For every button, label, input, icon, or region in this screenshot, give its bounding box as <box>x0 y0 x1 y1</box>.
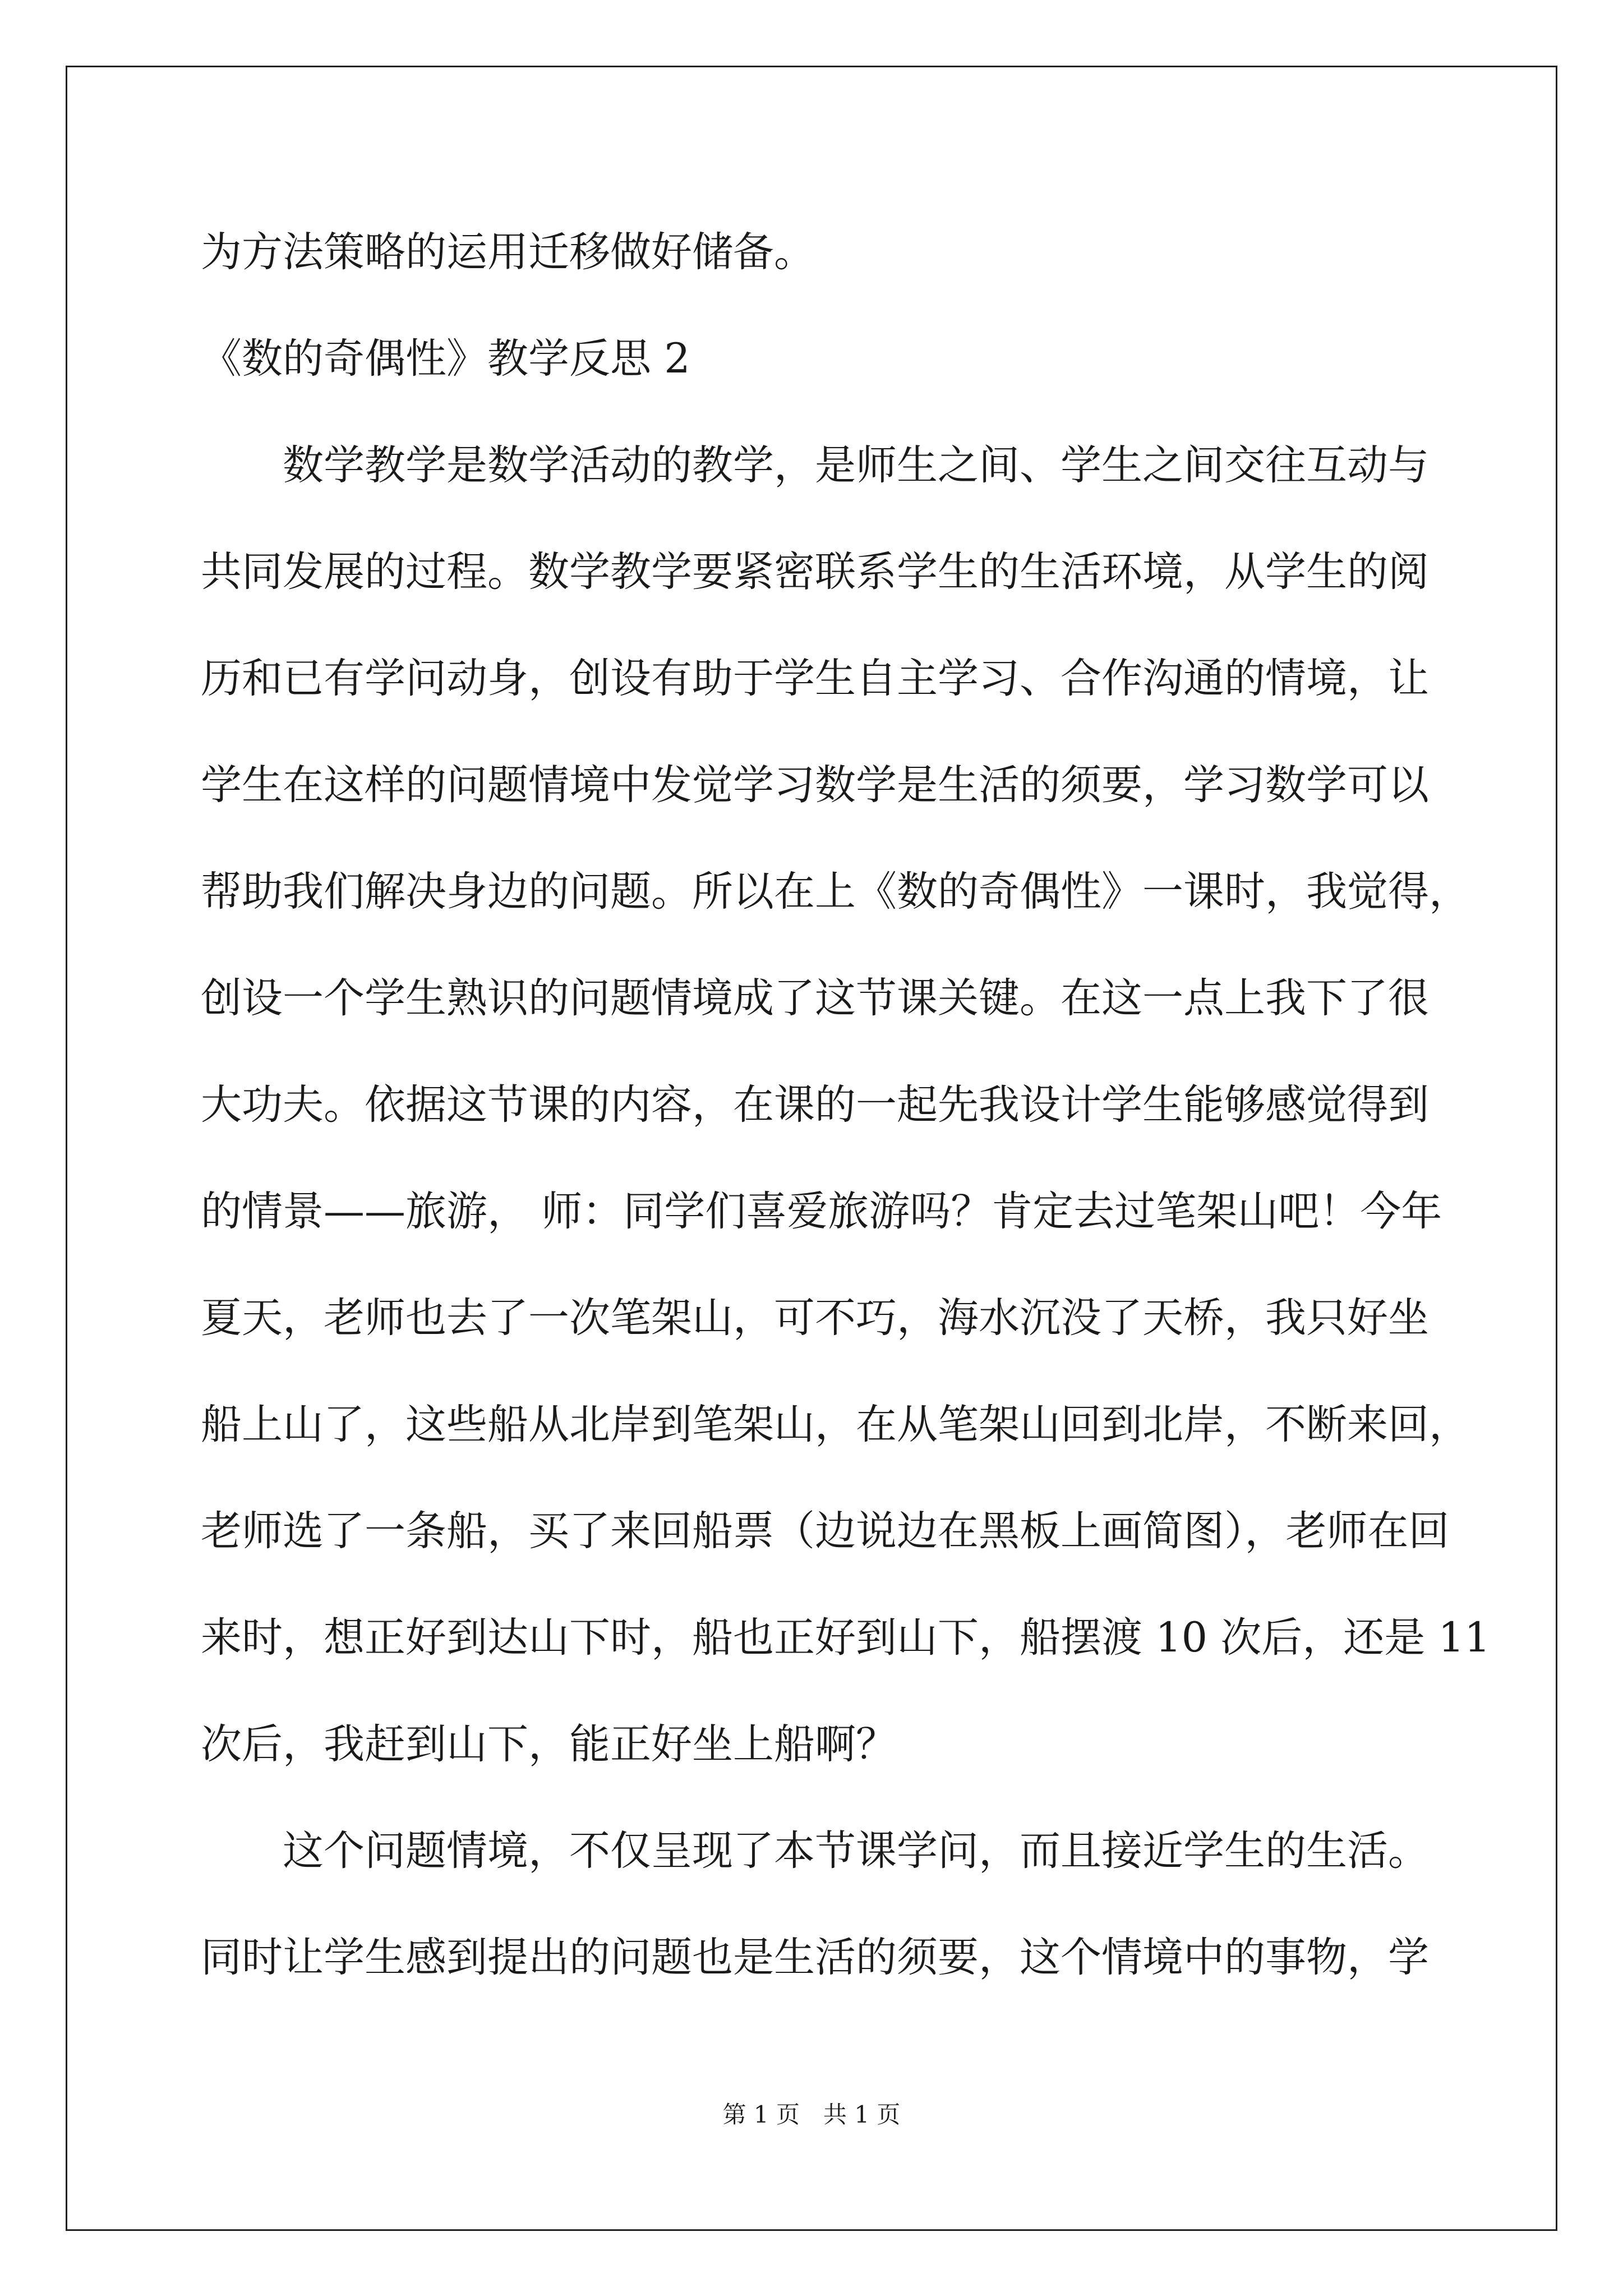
text-line: 大功夫。依据这节课的内容，在课的一起先我设计学生能够感觉得到 <box>201 1081 1429 1129</box>
text-line: 来时，想正好到达山下时，船也正好到山下，船摆渡 10 次后，还是 11 <box>201 1614 1491 1662</box>
document-body <box>201 199 1491 2011</box>
text-line: 夏天，老师也去了一次笔架山，可不巧，海水沉没了天桥，我只好坐 <box>201 1294 1429 1342</box>
text-line: 的情景——旅游， 师：同学们喜爱旅游吗？肯定去过笔架山吧！今年 <box>201 1188 1442 1235</box>
text-line: 船上山了，这些船从北岸到笔架山，在从笔架山回到北岸，不断来回， <box>201 1401 1470 1448</box>
text-line: 共同发展的过程。数学教学要紧密联系学生的生活环境，从学生的阅 <box>201 548 1429 596</box>
section-title: 《数的奇偶性》教学反思 2 <box>201 335 690 383</box>
text-line: 帮助我们解决身边的问题。所以在上《数的奇偶性》一课时，我觉得， <box>201 868 1470 915</box>
text-line: 为方法策略的运用迁移做好储备。 <box>201 228 815 276</box>
text-line: 历和已有学问动身，创设有助于学生自主学习、合作沟通的情境，让 <box>201 655 1429 702</box>
page-footer: 第 1 页 共 1 页 <box>722 2101 901 2128</box>
text-line: 创设一个学生熟识的问题情境成了这节课关键。在这一点上我下了很 <box>201 974 1429 1022</box>
text-line: 这个问题情境，不仅呈现了本节课学问，而且接近学生的生活。 <box>201 1827 1429 1875</box>
text-line: 老师选了一条船，买了来回船票（边说边在黑板上画简图），老师在回 <box>201 1507 1450 1555</box>
text-line: 数学教学是数学活动的教学，是师生之间、学生之间交往互动与 <box>201 441 1429 489</box>
text-line: 次后，我赶到山下，能正好坐上船啊？ <box>201 1720 897 1768</box>
text-line: 学生在这样的问题情境中发觉学习数学是生活的须要，学习数学可以 <box>201 761 1429 809</box>
text-line: 同时让学生感到提出的问题也是生活的须要，这个情境中的事物，学 <box>201 1934 1429 1981</box>
